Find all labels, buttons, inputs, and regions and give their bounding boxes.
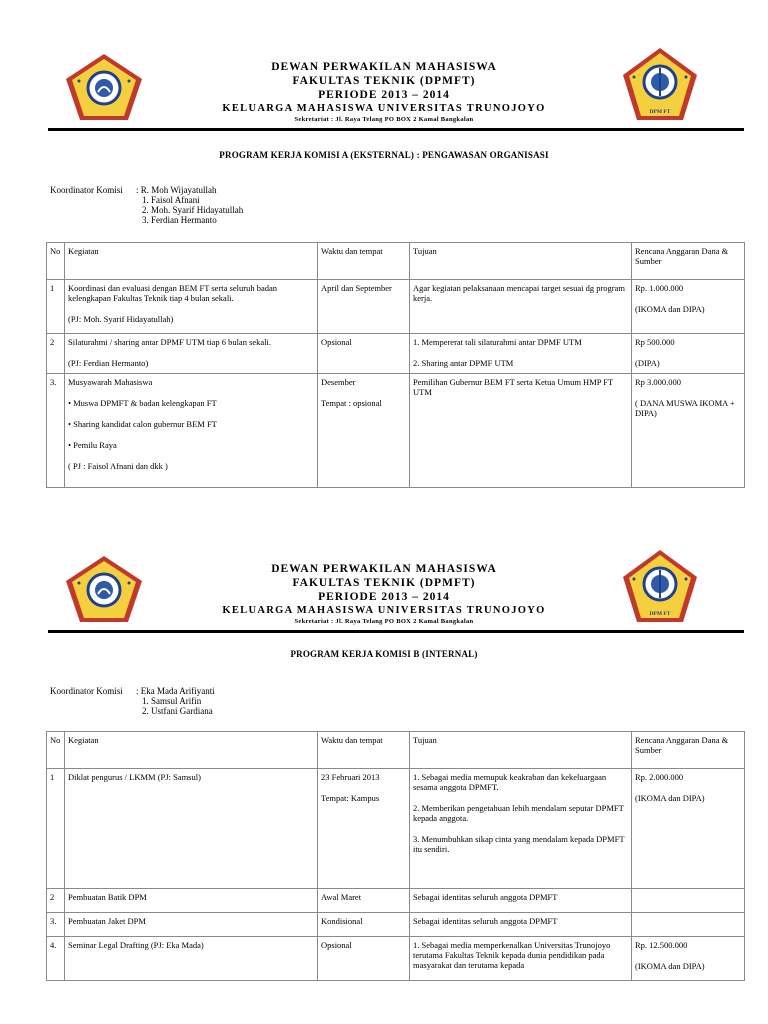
header-divider — [48, 128, 744, 131]
cell-no: 3. — [47, 913, 65, 937]
member-item: 3. Ferdian Hermanto — [142, 215, 217, 225]
cell-no: 3. — [47, 374, 65, 488]
col-header-anggaran: Rencana Anggaran Dana & Sumber — [632, 732, 745, 769]
cell-tujuan: Pemilihan Gubernur BEM FT serta Ketua Umum HMP FT UTM — [410, 374, 632, 488]
table-row — [47, 889, 745, 913]
header-line3: PERIODE 2013 – 2014 — [318, 591, 450, 603]
header-line4: KELUARGA MAHASISWA UNIVERSITAS TRUNOJOYO — [222, 103, 546, 114]
cell-kegiatan: Seminar Legal Drafting (PJ: Eka Mada) — [65, 937, 318, 981]
col-header-waktu: Waktu dan tempat — [318, 243, 410, 280]
table-row — [47, 374, 745, 488]
col-header-no: No — [47, 243, 65, 280]
section2-table — [46, 731, 745, 981]
cell-waktu: Opsional — [318, 937, 410, 981]
section2-coordinator — [50, 686, 215, 716]
cell-waktu: Awal Maret — [318, 889, 410, 913]
member-item: 1. Samsul Arifin — [142, 696, 202, 706]
logo-right-caption: DPM FT — [649, 109, 671, 115]
header-line1: DEWAN PERWAKILAN MAHASISWA — [271, 563, 497, 575]
member-item: 1. Faisol Afnani — [142, 195, 200, 205]
cell-anggaran: Rp. 2.000.000 (IKOMA dan DIPA) — [632, 769, 745, 889]
table-row — [47, 937, 745, 981]
cell-anggaran: Rp. 1.000.000 (IKOMA dan DIPA) — [632, 280, 745, 334]
table-header-row — [47, 243, 745, 280]
cell-anggaran — [632, 889, 745, 913]
cell-anggaran: Rp 500.000 (DIPA) — [632, 334, 745, 374]
section1-coordinator — [50, 185, 243, 225]
logo-right-caption: DPM FT — [649, 611, 671, 617]
table-header-row — [47, 732, 745, 769]
header-line2: FAKULTAS TEKNIK (DPMFT) — [292, 75, 476, 87]
cell-waktu: 23 Februari 2013 Tempat: Kampus — [318, 769, 410, 889]
cell-anggaran: Rp. 12.500.000 (IKOMA dan DIPA) — [632, 937, 745, 981]
col-header-tujuan: Tujuan — [410, 732, 632, 769]
col-header-kegiatan: Kegiatan — [65, 243, 318, 280]
table-row — [47, 913, 745, 937]
logo-left-emblem — [64, 52, 144, 122]
cell-kegiatan: Musyawarah Mahasiswa • Muswa DPMFT & badan kelengkapan FT • Sharing kandidat calon gubernur BEM FT • Pemilu Raya ( PJ : Faisol Afnani dan dkk ) — [65, 374, 318, 488]
table-row — [47, 334, 745, 374]
section2-title: PROGRAM KERJA KOMISI B (INTERNAL) — [290, 649, 478, 659]
cell-tujuan: Sebagai identitas seluruh anggota DPMFT — [410, 889, 632, 913]
header-line2: FAKULTAS TEKNIK (DPMFT) — [292, 577, 476, 589]
cell-no: 1 — [47, 280, 65, 334]
table-row — [47, 280, 745, 334]
cell-no: 2 — [47, 334, 65, 374]
cell-waktu: Kondisional — [318, 913, 410, 937]
header-divider — [48, 630, 744, 633]
cell-kegiatan: Pembuatan Jaket DPM — [65, 913, 318, 937]
coordinator-name: : R. Moh Wijayatullah — [136, 185, 217, 195]
cell-waktu: Opsional — [318, 334, 410, 374]
cell-kegiatan: Koordinasi dan evaluasi dengan BEM FT serta seluruh badan kelengkapan Fakultas Teknik tiap 4 bulan sekali. (PJ: Moh. Syarif Hidayatullah) — [65, 280, 318, 334]
cell-no: 1 — [47, 769, 65, 889]
cell-tujuan: Sebagai identitas seluruh anggota DPMFT — [410, 913, 632, 937]
cell-tujuan: 1. Sebagai media memperkenalkan Universitas Trunojoyo terutama Fakultas Teknik kepada dunia pendidikan pada masyarakat dan terutama kepada — [410, 937, 632, 981]
cell-kegiatan: Silaturahmi / sharing antar DPMF UTM tiap 6 bulan sekali. (PJ: Ferdian Hermanto) — [65, 334, 318, 374]
header-line4: KELUARGA MAHASISWA UNIVERSITAS TRUNOJOYO — [222, 605, 546, 616]
coordinator-name: : Eka Mada Arifiyanti — [136, 686, 215, 696]
coordinator-label: Koordinator Komisi — [50, 185, 123, 195]
member-item: 2. Moh. Syarif Hidayatullah — [142, 205, 244, 215]
cell-kegiatan: Diklat pengurus / LKMM (PJ: Samsul) — [65, 769, 318, 889]
cell-tujuan: 1. Mempererat tali silaturahmi antar DPMF UTM 2. Sharing antar DPMF UTM — [410, 334, 632, 374]
member-item: 2. Ustfani Gardiana — [142, 706, 213, 716]
table-row — [47, 769, 745, 889]
section1-table — [46, 242, 745, 488]
header-line5: Sekretariat : Jl. Raya Telang PO BOX 2 Kamal Bangkalan — [294, 618, 474, 625]
col-header-tujuan: Tujuan — [410, 243, 632, 280]
col-header-no: No — [47, 732, 65, 769]
cell-no: 4. — [47, 937, 65, 981]
header-line5: Sekretariat : Jl. Raya Telang PO BOX 2 Kamal Bangkalan — [294, 116, 474, 123]
cell-anggaran — [632, 913, 745, 937]
cell-tujuan: Agar kegiatan pelaksanaan mencapai target sesuai dg program kerja. — [410, 280, 632, 334]
cell-waktu: April dan September — [318, 280, 410, 334]
section1-title: PROGRAM KERJA KOMISI A (EKSTERNAL) : PENGAWASAN ORGANISASI — [219, 150, 549, 160]
col-header-waktu: Waktu dan tempat — [318, 732, 410, 769]
header-line3: PERIODE 2013 – 2014 — [318, 89, 450, 101]
cell-no: 2 — [47, 889, 65, 913]
cell-kegiatan: Pembuatan Batik DPM — [65, 889, 318, 913]
header-line1: DEWAN PERWAKILAN MAHASISWA — [271, 61, 497, 73]
cell-anggaran: Rp 3.000.000 ( DANA MUSWA IKOMA + DIPA) — [632, 374, 745, 488]
coordinator-label: Koordinator Komisi — [50, 686, 123, 696]
cell-waktu: Desember Tempat : opsional — [318, 374, 410, 488]
col-header-kegiatan: Kegiatan — [65, 732, 318, 769]
col-header-anggaran: Rencana Anggaran Dana & Sumber — [632, 243, 745, 280]
logo-left-emblem — [64, 554, 144, 624]
cell-tujuan: 1. Sebagai media memupuk keakraban dan kekeluargaan sesama anggota DPMFT. 2. Memberikan pengetahuan lebih mendalam seputar DPMFT kepada anggota. 3. Menumbuhkan sikap cinta yang mendalam kepada DPMFT itu sendiri. — [410, 769, 632, 889]
